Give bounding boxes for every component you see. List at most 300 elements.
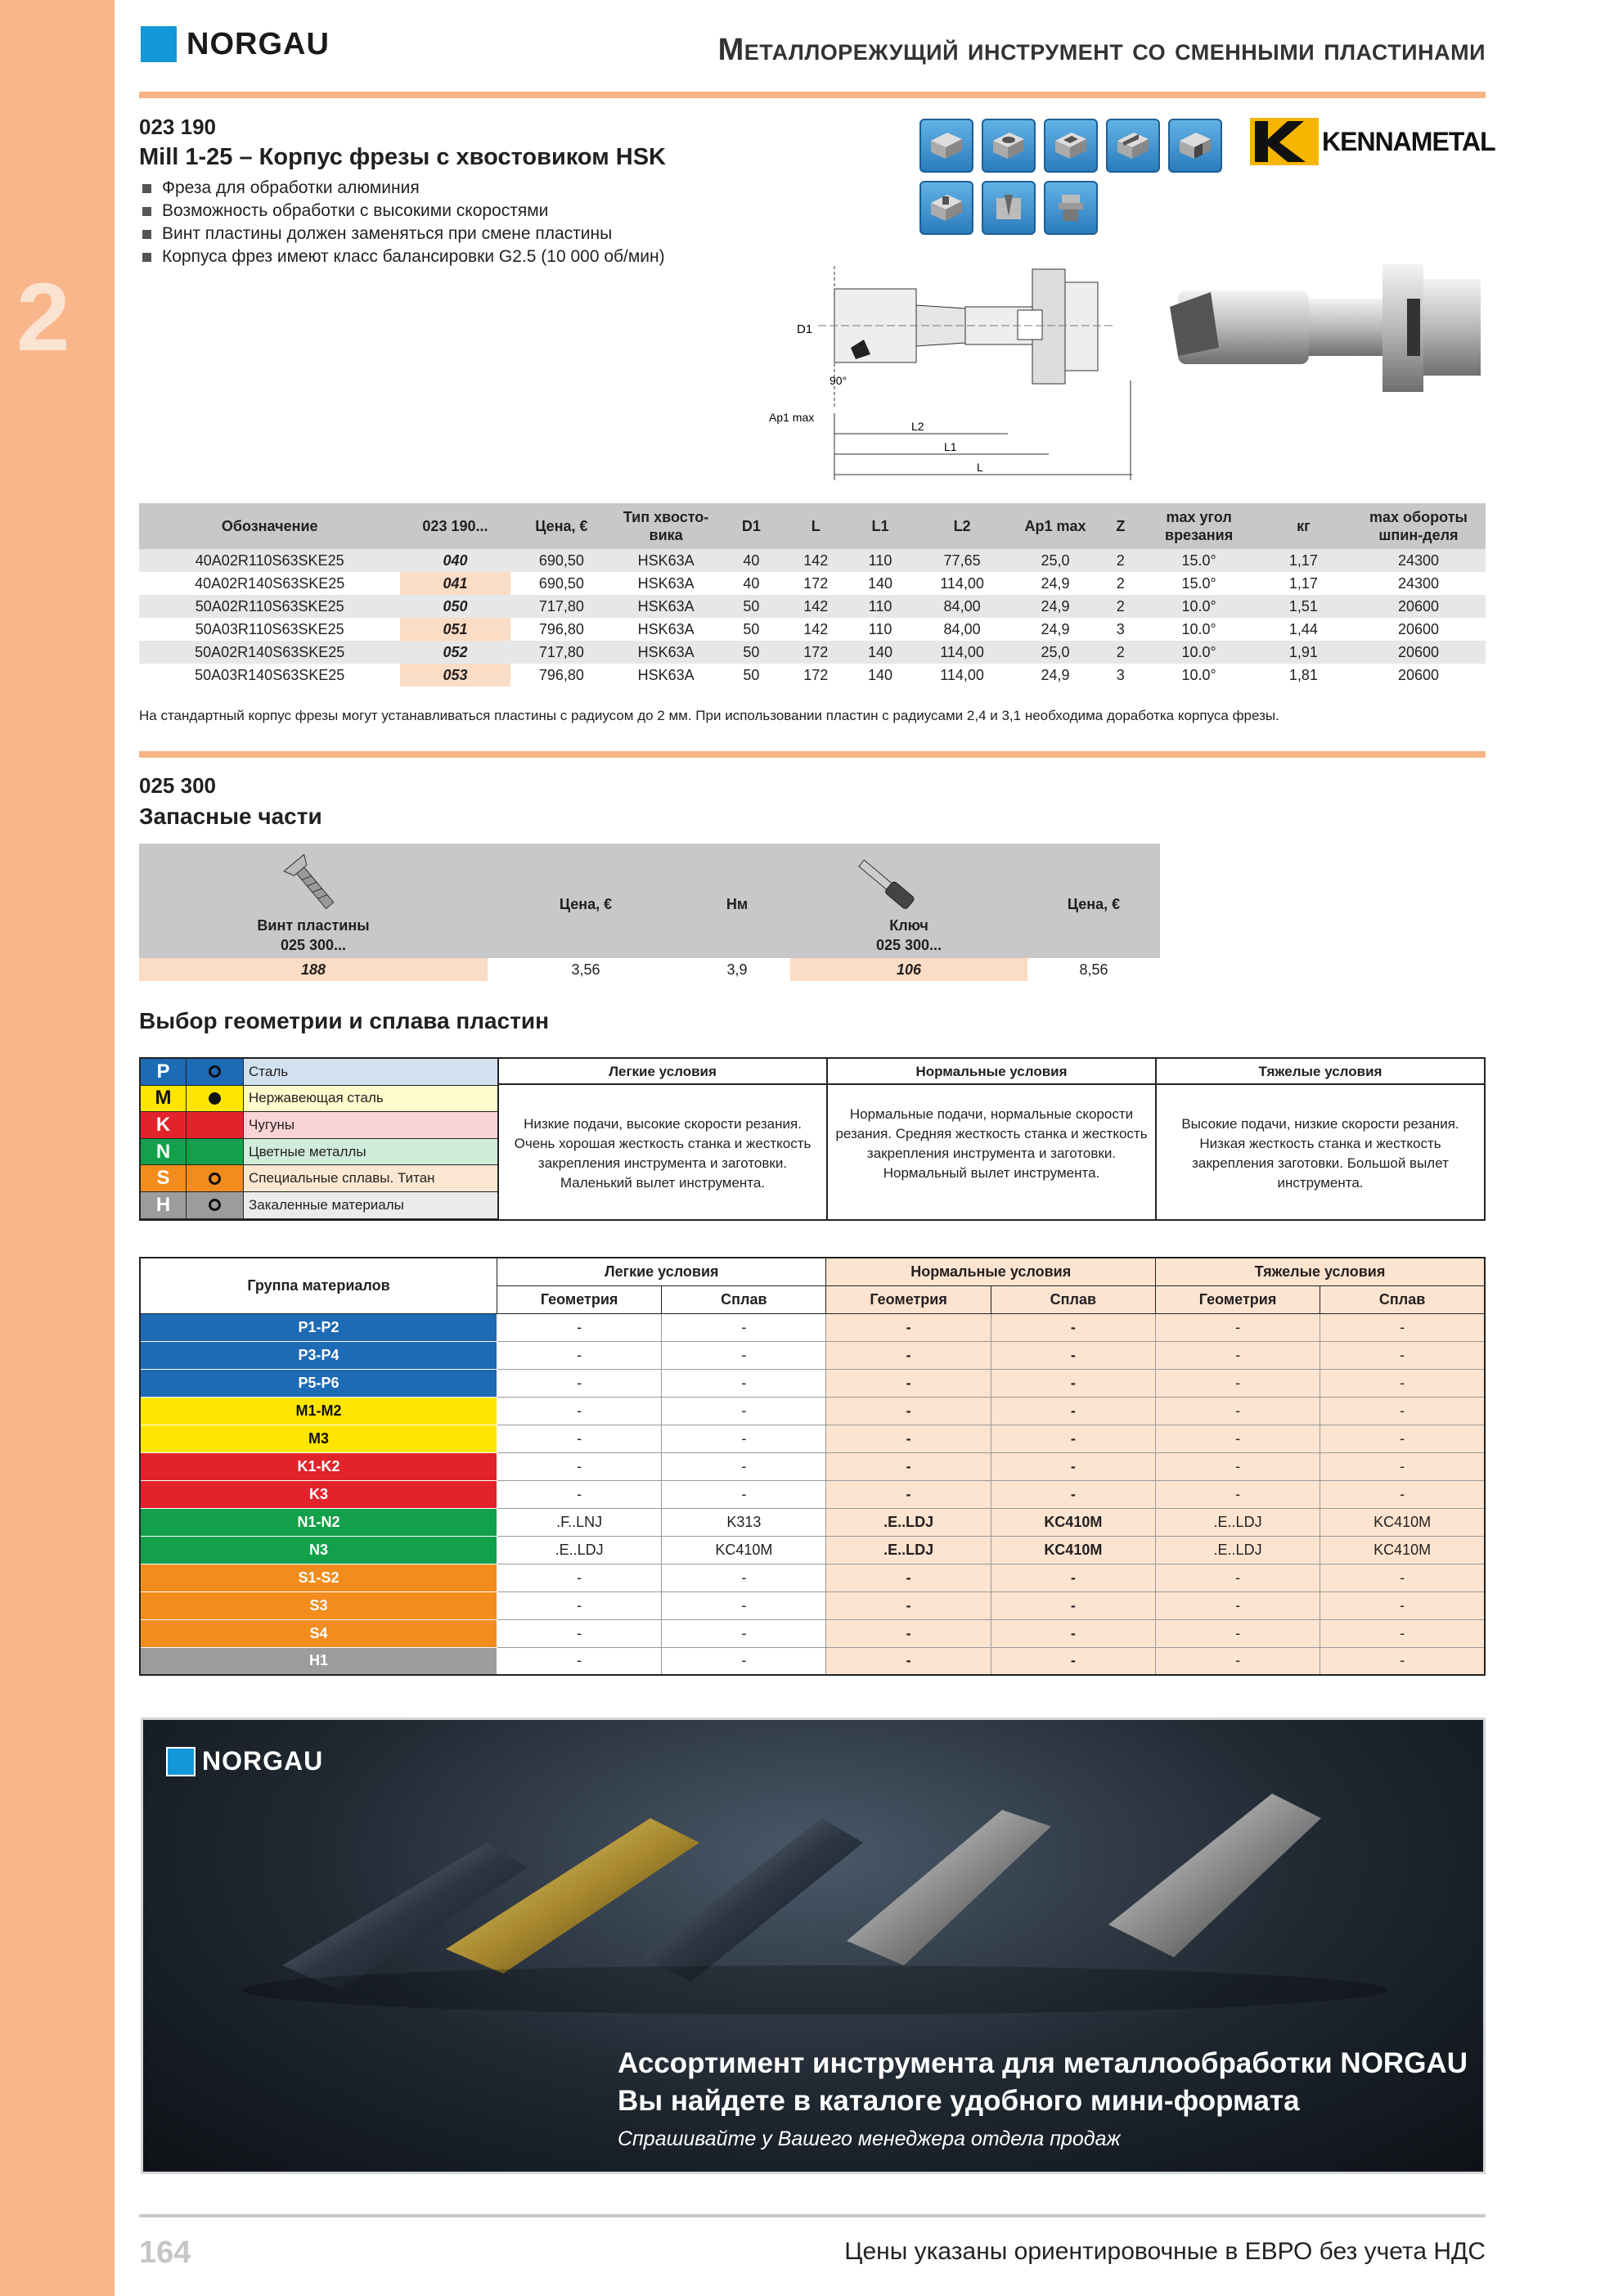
product-title: Mill 1-25 – Корпус фрезы с хвостовиком HSK bbox=[139, 144, 666, 170]
material-group-row bbox=[141, 1059, 497, 1086]
geometry-cell: - bbox=[826, 1647, 991, 1675]
key-label-2: 025 300... bbox=[875, 937, 942, 953]
heavy-alloy-header: Сплав bbox=[1320, 1285, 1485, 1313]
table-cell: 690,50 bbox=[538, 574, 584, 592]
alloy-cell: - bbox=[662, 1452, 826, 1480]
light-conditions-text: Низкие подачи, высокие скорости резания. Очень хорошая жесткость станка и жесткость закрепления инструмента и заготовки. Маленький вылет инструмента. bbox=[514, 1116, 812, 1191]
chapter-number: 2 bbox=[16, 263, 70, 371]
table-row bbox=[139, 549, 1486, 572]
col-max-angle: max угол врезания bbox=[1142, 503, 1255, 549]
norgau-logo bbox=[141, 26, 330, 62]
alloy-cell: - bbox=[662, 1341, 826, 1369]
material-group-letter: K bbox=[141, 1112, 187, 1138]
spare-parts-title: Запасные части bbox=[139, 804, 322, 829]
geometry-cell: .F..LNJ bbox=[497, 1508, 662, 1536]
alloy-cell: KC410M bbox=[991, 1536, 1155, 1564]
product-table bbox=[139, 503, 1486, 687]
geometry-cell: - bbox=[1155, 1369, 1320, 1397]
drawing-svg bbox=[769, 258, 1145, 487]
geometry-cell: - bbox=[497, 1619, 662, 1647]
key-price: 8,56 bbox=[1079, 961, 1108, 978]
alloy-cell: - bbox=[1320, 1397, 1485, 1425]
helical-interpolation-icon bbox=[982, 119, 1036, 173]
alloy-cell: KC410M bbox=[1320, 1508, 1485, 1536]
empty-marker bbox=[187, 1112, 244, 1138]
geometry-cell: - bbox=[1155, 1341, 1320, 1369]
material-group-cell: S1-S2 bbox=[140, 1564, 497, 1591]
alloy-cell: K313 bbox=[662, 1508, 826, 1536]
screw-label-2: 025 300... bbox=[280, 937, 347, 953]
table-cell: 50A03R140S63SKE25 bbox=[195, 666, 345, 683]
l2-label: L2 bbox=[911, 420, 924, 433]
table-cell: 110 bbox=[848, 595, 913, 618]
alloy-cell: - bbox=[662, 1425, 826, 1452]
spare-parts-code: 025 300 bbox=[139, 773, 216, 798]
alloy-cell: - bbox=[662, 1397, 826, 1425]
open-circle-icon bbox=[187, 1165, 244, 1191]
col-weight: кг bbox=[1256, 503, 1351, 549]
geometry-row bbox=[140, 1369, 1485, 1397]
alloy-cell: - bbox=[991, 1425, 1155, 1452]
alloy-cell: - bbox=[662, 1591, 826, 1619]
slotting-icon bbox=[1168, 119, 1222, 173]
screw-icon bbox=[278, 850, 344, 920]
alloy-cell: - bbox=[662, 1313, 826, 1341]
geometry-row bbox=[140, 1480, 1485, 1508]
table-cell: 114,00 bbox=[940, 574, 984, 592]
col-l2: L2 bbox=[912, 503, 1011, 549]
table-cell: 3 bbox=[1116, 666, 1125, 683]
material-group-cell: S4 bbox=[140, 1619, 497, 1647]
geometry-cell: - bbox=[1155, 1647, 1320, 1675]
heavy-conditions-text: Высокие подачи, низкие скорости резания. Низкая жесткость станка и жесткость закрепления заготовки. Большой вылет инструмента. bbox=[1181, 1116, 1459, 1191]
alloy-cell: - bbox=[991, 1397, 1155, 1425]
heavy-geometry-header: Геометрия bbox=[1155, 1285, 1320, 1313]
screw-price-header: Цена, € bbox=[559, 896, 613, 912]
material-group-cell: N3 bbox=[140, 1536, 497, 1564]
geometry-cell: - bbox=[826, 1564, 991, 1591]
geometry-cell: - bbox=[497, 1369, 662, 1397]
order-code-cell: 052 bbox=[400, 641, 510, 664]
table-cell: 20600 bbox=[1351, 595, 1486, 618]
light-header: Легкие условия bbox=[497, 1258, 826, 1285]
material-group-cell: M3 bbox=[140, 1425, 497, 1452]
alloy-cell: - bbox=[991, 1591, 1155, 1619]
table-cell: 50 bbox=[743, 666, 760, 683]
table-cell: 2 bbox=[1116, 574, 1125, 592]
d1-label: D1 bbox=[797, 322, 813, 336]
ramping-icon bbox=[1106, 119, 1160, 173]
normal-conditions-text: Нормальные подачи, нормальные скорости резания. Средняя жесткость станка и жесткость закрепления инструмента и заготовки. Нормальный вылет инструмента. bbox=[835, 1106, 1148, 1181]
selection-title: Выбор геометрии и сплава пластин bbox=[139, 1008, 550, 1033]
light-geometry-header: Геометрия bbox=[497, 1285, 662, 1313]
geometry-row bbox=[140, 1452, 1485, 1480]
table-cell: 10.0° bbox=[1181, 620, 1216, 637]
geometry-cell: - bbox=[826, 1480, 991, 1508]
alloy-cell: - bbox=[1320, 1564, 1485, 1591]
table-cell: HSK63A bbox=[613, 595, 719, 618]
material-groups-box bbox=[139, 1057, 1486, 1221]
alloy-cell: KC410M bbox=[1320, 1536, 1485, 1564]
geometry-row bbox=[140, 1647, 1485, 1675]
alloy-cell: - bbox=[1320, 1452, 1485, 1480]
material-group-name: Чугуны bbox=[244, 1112, 497, 1138]
normal-geometry-header: Геометрия bbox=[826, 1285, 991, 1313]
table-cell: 172 bbox=[803, 574, 829, 592]
table-header-row bbox=[139, 503, 1486, 549]
table-cell: 2 bbox=[1099, 641, 1142, 664]
table-cell: 1,17 bbox=[1256, 549, 1351, 572]
alloy-cell: - bbox=[662, 1564, 826, 1591]
geometry-cell: - bbox=[497, 1313, 662, 1341]
table-cell: 114,00 bbox=[912, 641, 1011, 664]
geometry-cell: - bbox=[826, 1397, 991, 1425]
geometry-row bbox=[140, 1425, 1485, 1452]
angle-label: 90° bbox=[829, 374, 847, 387]
material-group-name: Цветные металлы bbox=[244, 1139, 497, 1165]
face-milling-icon bbox=[919, 119, 973, 173]
table-cell: 717,80 bbox=[510, 641, 614, 664]
material-group-letter: M bbox=[141, 1086, 187, 1112]
alloy-cell: - bbox=[1320, 1341, 1485, 1369]
table-cell: 20600 bbox=[1397, 666, 1439, 683]
advert-line-1: Ассортимент инструмента для металлообработки NORGAU bbox=[618, 2047, 1468, 2079]
table-cell: 114,00 bbox=[940, 666, 984, 683]
col-order-code: 023 190... bbox=[400, 503, 510, 549]
material-group-letter: N bbox=[141, 1139, 187, 1165]
alloy-cell: - bbox=[991, 1341, 1155, 1369]
logo-text: NORGAU bbox=[187, 26, 330, 61]
order-code-cell: 053 bbox=[400, 664, 510, 687]
alloy-cell: - bbox=[991, 1480, 1155, 1508]
geometry-cell: .E..LDJ bbox=[826, 1536, 991, 1564]
product-photo bbox=[1162, 250, 1489, 409]
geometry-cell: - bbox=[497, 1480, 662, 1508]
material-group-name: Закаленные материалы bbox=[244, 1192, 497, 1218]
table-cell: 24,9 bbox=[1041, 620, 1070, 637]
table-cell: 1,17 bbox=[1288, 574, 1318, 592]
alloy-cell: KC410M bbox=[662, 1536, 826, 1564]
table-cell: HSK63A bbox=[637, 574, 695, 592]
alloy-cell: - bbox=[991, 1452, 1155, 1480]
table-footnote: На стандартный корпус фрезы могут устанавливаться пластины с радиусом до 2 мм. При использовании пластин с радиусами 2,4 и 3,1 необходима доработка корпуса фрезы. bbox=[139, 708, 1279, 723]
feature-list bbox=[141, 177, 665, 268]
table-cell: 717,80 bbox=[510, 595, 614, 618]
spare-parts-header bbox=[139, 844, 1160, 958]
geometry-cell: - bbox=[1155, 1397, 1320, 1425]
key-code: 106 bbox=[790, 958, 1027, 981]
table-cell: 796,80 bbox=[538, 620, 584, 637]
order-code-cell: 050 bbox=[400, 595, 510, 618]
geometry-row bbox=[140, 1508, 1485, 1536]
geometry-cell: - bbox=[826, 1591, 991, 1619]
table-cell: 50 bbox=[719, 595, 784, 618]
col-max-rpm: max обороты шпин-деля bbox=[1351, 503, 1486, 549]
logo-square-icon bbox=[141, 26, 177, 62]
table-cell: 142 bbox=[803, 620, 829, 637]
alloy-cell: - bbox=[662, 1647, 826, 1675]
material-group-cell: N1-N2 bbox=[140, 1508, 497, 1536]
alloy-cell: - bbox=[1320, 1480, 1485, 1508]
table-cell: HSK63A bbox=[637, 666, 695, 683]
table-cell: 24,9 bbox=[1041, 574, 1070, 592]
table-row bbox=[139, 572, 1486, 595]
geometry-cell: - bbox=[497, 1397, 662, 1425]
alloy-cell: - bbox=[662, 1480, 826, 1508]
footer-rule bbox=[139, 2214, 1486, 2217]
geometry-cell: - bbox=[826, 1452, 991, 1480]
advert-line-2: Вы найдете в каталоге удобного мини-формата bbox=[618, 2085, 1300, 2117]
col-price: Цена, € bbox=[510, 503, 614, 549]
table-cell: 20600 bbox=[1351, 641, 1486, 664]
alloy-cell: - bbox=[991, 1313, 1155, 1341]
geometry-cell: .E..LDJ bbox=[1155, 1508, 1320, 1536]
table-cell: 140 bbox=[867, 574, 893, 592]
key-icon bbox=[849, 847, 923, 925]
col-d1: D1 bbox=[719, 503, 784, 549]
table-cell: 77,65 bbox=[912, 549, 1011, 572]
material-group-row bbox=[141, 1112, 497, 1139]
geometry-alloy-table bbox=[139, 1257, 1486, 1676]
material-group-cell: K1-K2 bbox=[140, 1452, 497, 1480]
table-row bbox=[139, 641, 1486, 664]
material-group-name: Сталь bbox=[244, 1059, 497, 1085]
table-cell: 24,9 bbox=[1012, 595, 1099, 618]
geometry-cell: .E..LDJ bbox=[497, 1536, 662, 1564]
boring-icon bbox=[982, 181, 1036, 235]
heavy-conditions-title: Тяжелые условия bbox=[1258, 1064, 1382, 1079]
material-group-cell: S3 bbox=[140, 1591, 497, 1619]
geometry-row bbox=[140, 1564, 1485, 1591]
col-z: Z bbox=[1099, 503, 1142, 549]
geometry-row bbox=[140, 1619, 1485, 1647]
screw-label-1: Винт пластины bbox=[257, 917, 370, 934]
table-cell: 1,81 bbox=[1288, 666, 1318, 683]
table-row bbox=[139, 595, 1486, 618]
feature-item: Винт пластины должен заменяться при смене пластины bbox=[141, 223, 665, 245]
material-group-cell: P1-P2 bbox=[140, 1313, 497, 1341]
price-note: Цены указаны ориентировочные в ЕВРО без учета НДС bbox=[844, 2238, 1486, 2265]
alloy-cell: - bbox=[1320, 1647, 1485, 1675]
alloy-cell: - bbox=[991, 1564, 1155, 1591]
geometry-cell: .E..LDJ bbox=[1155, 1536, 1320, 1564]
table-cell: 1,91 bbox=[1256, 641, 1351, 664]
screw-torque: 3,9 bbox=[726, 961, 748, 978]
normal-conditions-title: Нормальные условия bbox=[915, 1064, 1068, 1079]
alloy-cell: - bbox=[1320, 1591, 1485, 1619]
advert-line-3: Спрашивайте у Вашего менеджера отдела продаж bbox=[618, 2127, 1121, 2150]
material-group-row bbox=[141, 1165, 497, 1192]
light-alloy-header: Сплав bbox=[662, 1285, 826, 1313]
pocketing-icon bbox=[1044, 119, 1098, 173]
page-title: Металлорежущий инструмент со сменными пластинами bbox=[717, 33, 1486, 67]
material-group-letter: P bbox=[141, 1059, 187, 1085]
heavy-header: Тяжелые условия bbox=[1155, 1258, 1485, 1285]
table-cell: 50A03R110S63SKE25 bbox=[195, 620, 344, 637]
table-cell: 50 bbox=[743, 620, 760, 637]
table-cell: 24,9 bbox=[1041, 666, 1070, 683]
light-conditions-title: Легкие условия bbox=[609, 1064, 717, 1079]
technical-drawing bbox=[769, 258, 1145, 491]
alloy-cell: - bbox=[1320, 1313, 1485, 1341]
screw-code: 188 bbox=[139, 958, 488, 981]
table-cell: 84,00 bbox=[943, 620, 981, 637]
table-cell: 10.0° bbox=[1142, 595, 1255, 618]
table-cell: 10.0° bbox=[1181, 666, 1216, 683]
key-price-header: Цена, € bbox=[1067, 896, 1121, 912]
empty-marker bbox=[187, 1139, 244, 1165]
table-cell: 84,00 bbox=[912, 595, 1011, 618]
screw-price: 3,56 bbox=[571, 961, 600, 978]
table-cell: 2 bbox=[1099, 549, 1142, 572]
geometry-cell: - bbox=[497, 1452, 662, 1480]
geometry-cell: - bbox=[1155, 1480, 1320, 1508]
material-group-header: Группа материалов bbox=[140, 1258, 497, 1313]
geometry-cell: - bbox=[1155, 1452, 1320, 1480]
table-cell: 50 bbox=[719, 641, 784, 664]
table-cell: 1,51 bbox=[1256, 595, 1351, 618]
alloy-cell: - bbox=[1320, 1425, 1485, 1452]
geometry-cell: - bbox=[826, 1619, 991, 1647]
alloy-cell: - bbox=[991, 1369, 1155, 1397]
geometry-cell: - bbox=[1155, 1591, 1320, 1619]
geometry-row bbox=[140, 1591, 1485, 1619]
geometry-cell: - bbox=[826, 1313, 991, 1341]
table-cell: 142 bbox=[784, 595, 848, 618]
feature-item: Фреза для обработки алюминия bbox=[141, 177, 665, 200]
table-cell: 40 bbox=[719, 549, 784, 572]
table-cell: 20600 bbox=[1397, 620, 1439, 637]
material-group-name: Специальные сплавы. Титан bbox=[244, 1165, 497, 1191]
table-cell: 40A02R110S63SKE25 bbox=[139, 549, 400, 572]
material-group-row bbox=[141, 1139, 497, 1166]
material-group-letter: H bbox=[141, 1192, 187, 1218]
table-cell: 15.0° bbox=[1181, 574, 1216, 592]
geometry-cell: - bbox=[497, 1591, 662, 1619]
feature-item: Корпуса фрез имеют класс балансировки G2.5 (10 000 об/мин) bbox=[141, 245, 665, 268]
col-ap1: Ap1 max bbox=[1012, 503, 1099, 549]
table-cell: 24300 bbox=[1397, 574, 1439, 592]
kennametal-k-icon bbox=[1250, 118, 1319, 165]
alloy-cell: KC410M bbox=[991, 1508, 1155, 1536]
geometry-cell: - bbox=[497, 1341, 662, 1369]
table-cell: 40A02R140S63SKE25 bbox=[195, 574, 345, 592]
table-cell: HSK63A bbox=[637, 620, 695, 637]
alloy-cell: - bbox=[1320, 1619, 1485, 1647]
geometry-cell: - bbox=[497, 1564, 662, 1591]
norgau-advert bbox=[141, 1717, 1486, 2174]
geometry-cell: - bbox=[497, 1647, 662, 1675]
material-group-name: Нержавеющая сталь bbox=[244, 1086, 497, 1112]
geometry-cell: - bbox=[1155, 1313, 1320, 1341]
table-cell: 40 bbox=[743, 574, 760, 592]
table-cell: 25,0 bbox=[1012, 641, 1099, 664]
table-cell: 1,44 bbox=[1288, 620, 1318, 637]
table-cell: 690,50 bbox=[510, 549, 614, 572]
material-group-list bbox=[141, 1059, 497, 1219]
material-group-cell: H1 bbox=[140, 1647, 497, 1675]
table-cell: 50A02R110S63SKE25 bbox=[139, 595, 400, 618]
alloy-cell: - bbox=[662, 1369, 826, 1397]
col-designation: Обозначение bbox=[139, 503, 400, 549]
header-rule bbox=[139, 92, 1486, 98]
geometry-cell: - bbox=[1155, 1425, 1320, 1452]
table-cell: 25,0 bbox=[1012, 549, 1099, 572]
section-rule bbox=[139, 751, 1486, 758]
table-cell: HSK63A bbox=[613, 641, 719, 664]
col-l1: L1 bbox=[848, 503, 913, 549]
alloy-cell: - bbox=[662, 1619, 826, 1647]
col-shank-type: Тип хвосто-вика bbox=[613, 503, 719, 549]
l-label: L bbox=[977, 461, 983, 474]
table-row bbox=[139, 618, 1486, 641]
material-group-letter: S bbox=[141, 1165, 187, 1191]
open-circle-icon bbox=[187, 1192, 244, 1218]
table-cell: 24300 bbox=[1351, 549, 1486, 572]
table-cell: 50A02R140S63SKE25 bbox=[139, 641, 400, 664]
material-group-cell: K3 bbox=[140, 1480, 497, 1508]
table-cell: 172 bbox=[803, 666, 829, 683]
l1-label: L1 bbox=[944, 440, 957, 453]
table-cell: 140 bbox=[848, 641, 913, 664]
table-cell: 140 bbox=[867, 666, 893, 683]
filled-circle-icon bbox=[187, 1086, 244, 1112]
table-cell: 2 bbox=[1099, 595, 1142, 618]
alloy-cell: - bbox=[991, 1647, 1155, 1675]
table-cell: 15.0° bbox=[1142, 549, 1255, 572]
geometry-row bbox=[140, 1536, 1485, 1564]
order-code-cell: 051 bbox=[400, 618, 510, 641]
geometry-cell: - bbox=[497, 1425, 662, 1452]
side-band-edge bbox=[115, 0, 118, 2296]
material-group-cell: P5-P6 bbox=[140, 1369, 497, 1397]
col-l: L bbox=[784, 503, 848, 549]
table-cell: 3 bbox=[1116, 620, 1125, 637]
table-cell: 110 bbox=[848, 549, 913, 572]
material-group-row bbox=[141, 1192, 497, 1219]
key-label-1: Ключ bbox=[889, 917, 928, 934]
geometry-cell: - bbox=[826, 1341, 991, 1369]
hsk-shank-icon bbox=[1044, 181, 1098, 235]
torque-header: Нм bbox=[726, 896, 749, 912]
geometry-cell: - bbox=[1155, 1619, 1320, 1647]
table-cell: 142 bbox=[784, 549, 848, 572]
normal-alloy-header: Сплав bbox=[991, 1285, 1155, 1313]
geometry-cell: - bbox=[826, 1425, 991, 1452]
page-number: 164 bbox=[139, 2235, 191, 2270]
ap1-label: Ap1 max bbox=[769, 411, 815, 424]
alloy-cell: - bbox=[1320, 1369, 1485, 1397]
geometry-cell: - bbox=[826, 1369, 991, 1397]
geometry-cell: - bbox=[1155, 1564, 1320, 1591]
material-group-cell: M1-M2 bbox=[140, 1397, 497, 1425]
order-code-cell: 040 bbox=[400, 549, 510, 572]
table-cell: 10.0° bbox=[1142, 641, 1255, 664]
alloy-cell: - bbox=[991, 1619, 1155, 1647]
table-row bbox=[139, 664, 1486, 687]
table-cell: 796,80 bbox=[538, 666, 584, 683]
table-cell: 110 bbox=[868, 620, 892, 637]
material-group-row bbox=[141, 1086, 497, 1113]
table-cell: 172 bbox=[784, 641, 848, 664]
kennametal-logo bbox=[1250, 118, 1495, 165]
order-code-cell: 041 bbox=[400, 572, 510, 595]
advert-logo-text: NORGAU bbox=[202, 1746, 324, 1776]
kennametal-wordmark: KENNAMETAL bbox=[1322, 126, 1495, 156]
material-group-cell: P3-P4 bbox=[140, 1341, 497, 1369]
plunging-icon bbox=[919, 181, 973, 235]
open-circle-icon bbox=[187, 1059, 244, 1085]
